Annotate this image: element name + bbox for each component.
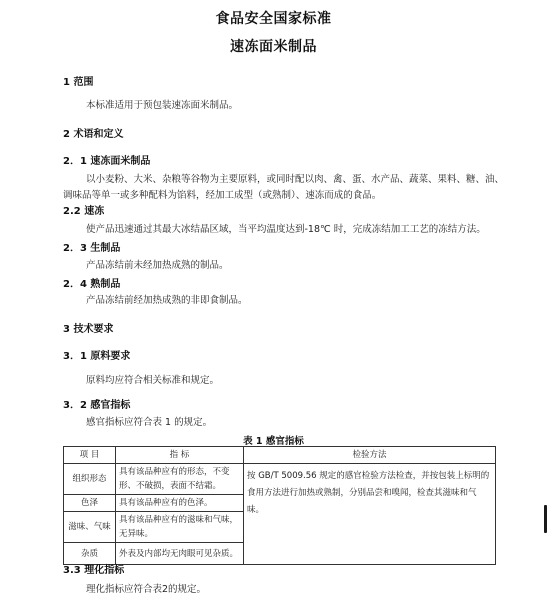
- inspection-method-cell: 按 GB/T 5009.56 规定的感官检验方法检查，并按包装上标明的食用方法进行加热或熟制，分别品尝和嗅闻，检查其滋味和气味。: [244, 464, 496, 565]
- document-subtitle: 速冻面米制品: [230, 39, 317, 55]
- section-2-heading: 2 术语和定义: [63, 129, 124, 140]
- section-2-2-text: 使产品迅速通过其最大冰结晶区域，当平均温度达到-18℃ 时，完成冻结加工工艺的冻结方法。: [86, 224, 486, 235]
- table-row: [64, 464, 496, 495]
- row-requirement: 外表及内部均无肉眼可见杂质。: [116, 543, 244, 565]
- row-requirement: 具有该品种应有的色泽。: [116, 495, 244, 512]
- row-item: 杂质: [64, 543, 116, 565]
- table-1-caption: 表 1 感官指标: [243, 436, 304, 447]
- document-title: 食品安全国家标准: [215, 11, 332, 27]
- section-3-2-text: 感官指标应符合表 1 的规定。: [86, 417, 213, 428]
- section-2-2-heading: 2.2 速冻: [63, 206, 105, 217]
- sensory-table: [63, 446, 496, 565]
- header-requirement: 指 标: [116, 447, 244, 464]
- section-3-3-heading: 3.3 理化指标: [63, 565, 125, 576]
- section-2-3-heading: 2．3 生制品: [63, 243, 121, 254]
- section-2-1-heading: 2．1 速冻面米制品: [63, 156, 151, 167]
- section-2-3-text: 产品冻结前未经加热成熟的制品。: [86, 260, 229, 271]
- section-2-4-text: 产品冻结前经加热成熟的非即食制品。: [86, 295, 248, 306]
- row-item: 组织形态: [64, 464, 116, 495]
- section-3-heading: 3 技术要求: [63, 324, 114, 335]
- section-3-2-heading: 3．2 感官指标: [63, 400, 131, 411]
- header-method: 检验方法: [244, 447, 496, 464]
- section-2-4-heading: 2．4 熟制品: [63, 279, 121, 290]
- row-item: 色泽: [64, 495, 116, 512]
- section-2-1-line2: 调味品等单一或多种配料为馅料，经加工成型（或熟制）、速冻而成的食品。: [63, 190, 382, 201]
- section-1-heading: 1 范围: [63, 77, 94, 88]
- section-2-1-line1: 以小麦粉、大米、杂粮等谷物为主要原料，或同时配以肉、禽、蛋、水产品、蔬菜、果料、糖、油、: [86, 174, 505, 185]
- section-1-text: 本标准适用于预包装速冻面米制品。: [86, 100, 239, 111]
- row-requirement: 具有该品种应有的形态，不变形、不破损，表面不结霜。: [116, 464, 244, 495]
- table-header-row: [64, 447, 496, 464]
- section-3-1-text: 原料均应符合相关标准和规定。: [86, 375, 220, 386]
- header-item: 项 目: [64, 447, 116, 464]
- section-3-1-heading: 3．1 原料要求: [63, 351, 131, 362]
- row-item: 滋味、气味: [64, 512, 116, 543]
- row-requirement: 具有该品种应有的滋味和气味，无异味。: [116, 512, 244, 543]
- section-3-3-text: 理化指标应符合表2的规定。: [86, 584, 207, 595]
